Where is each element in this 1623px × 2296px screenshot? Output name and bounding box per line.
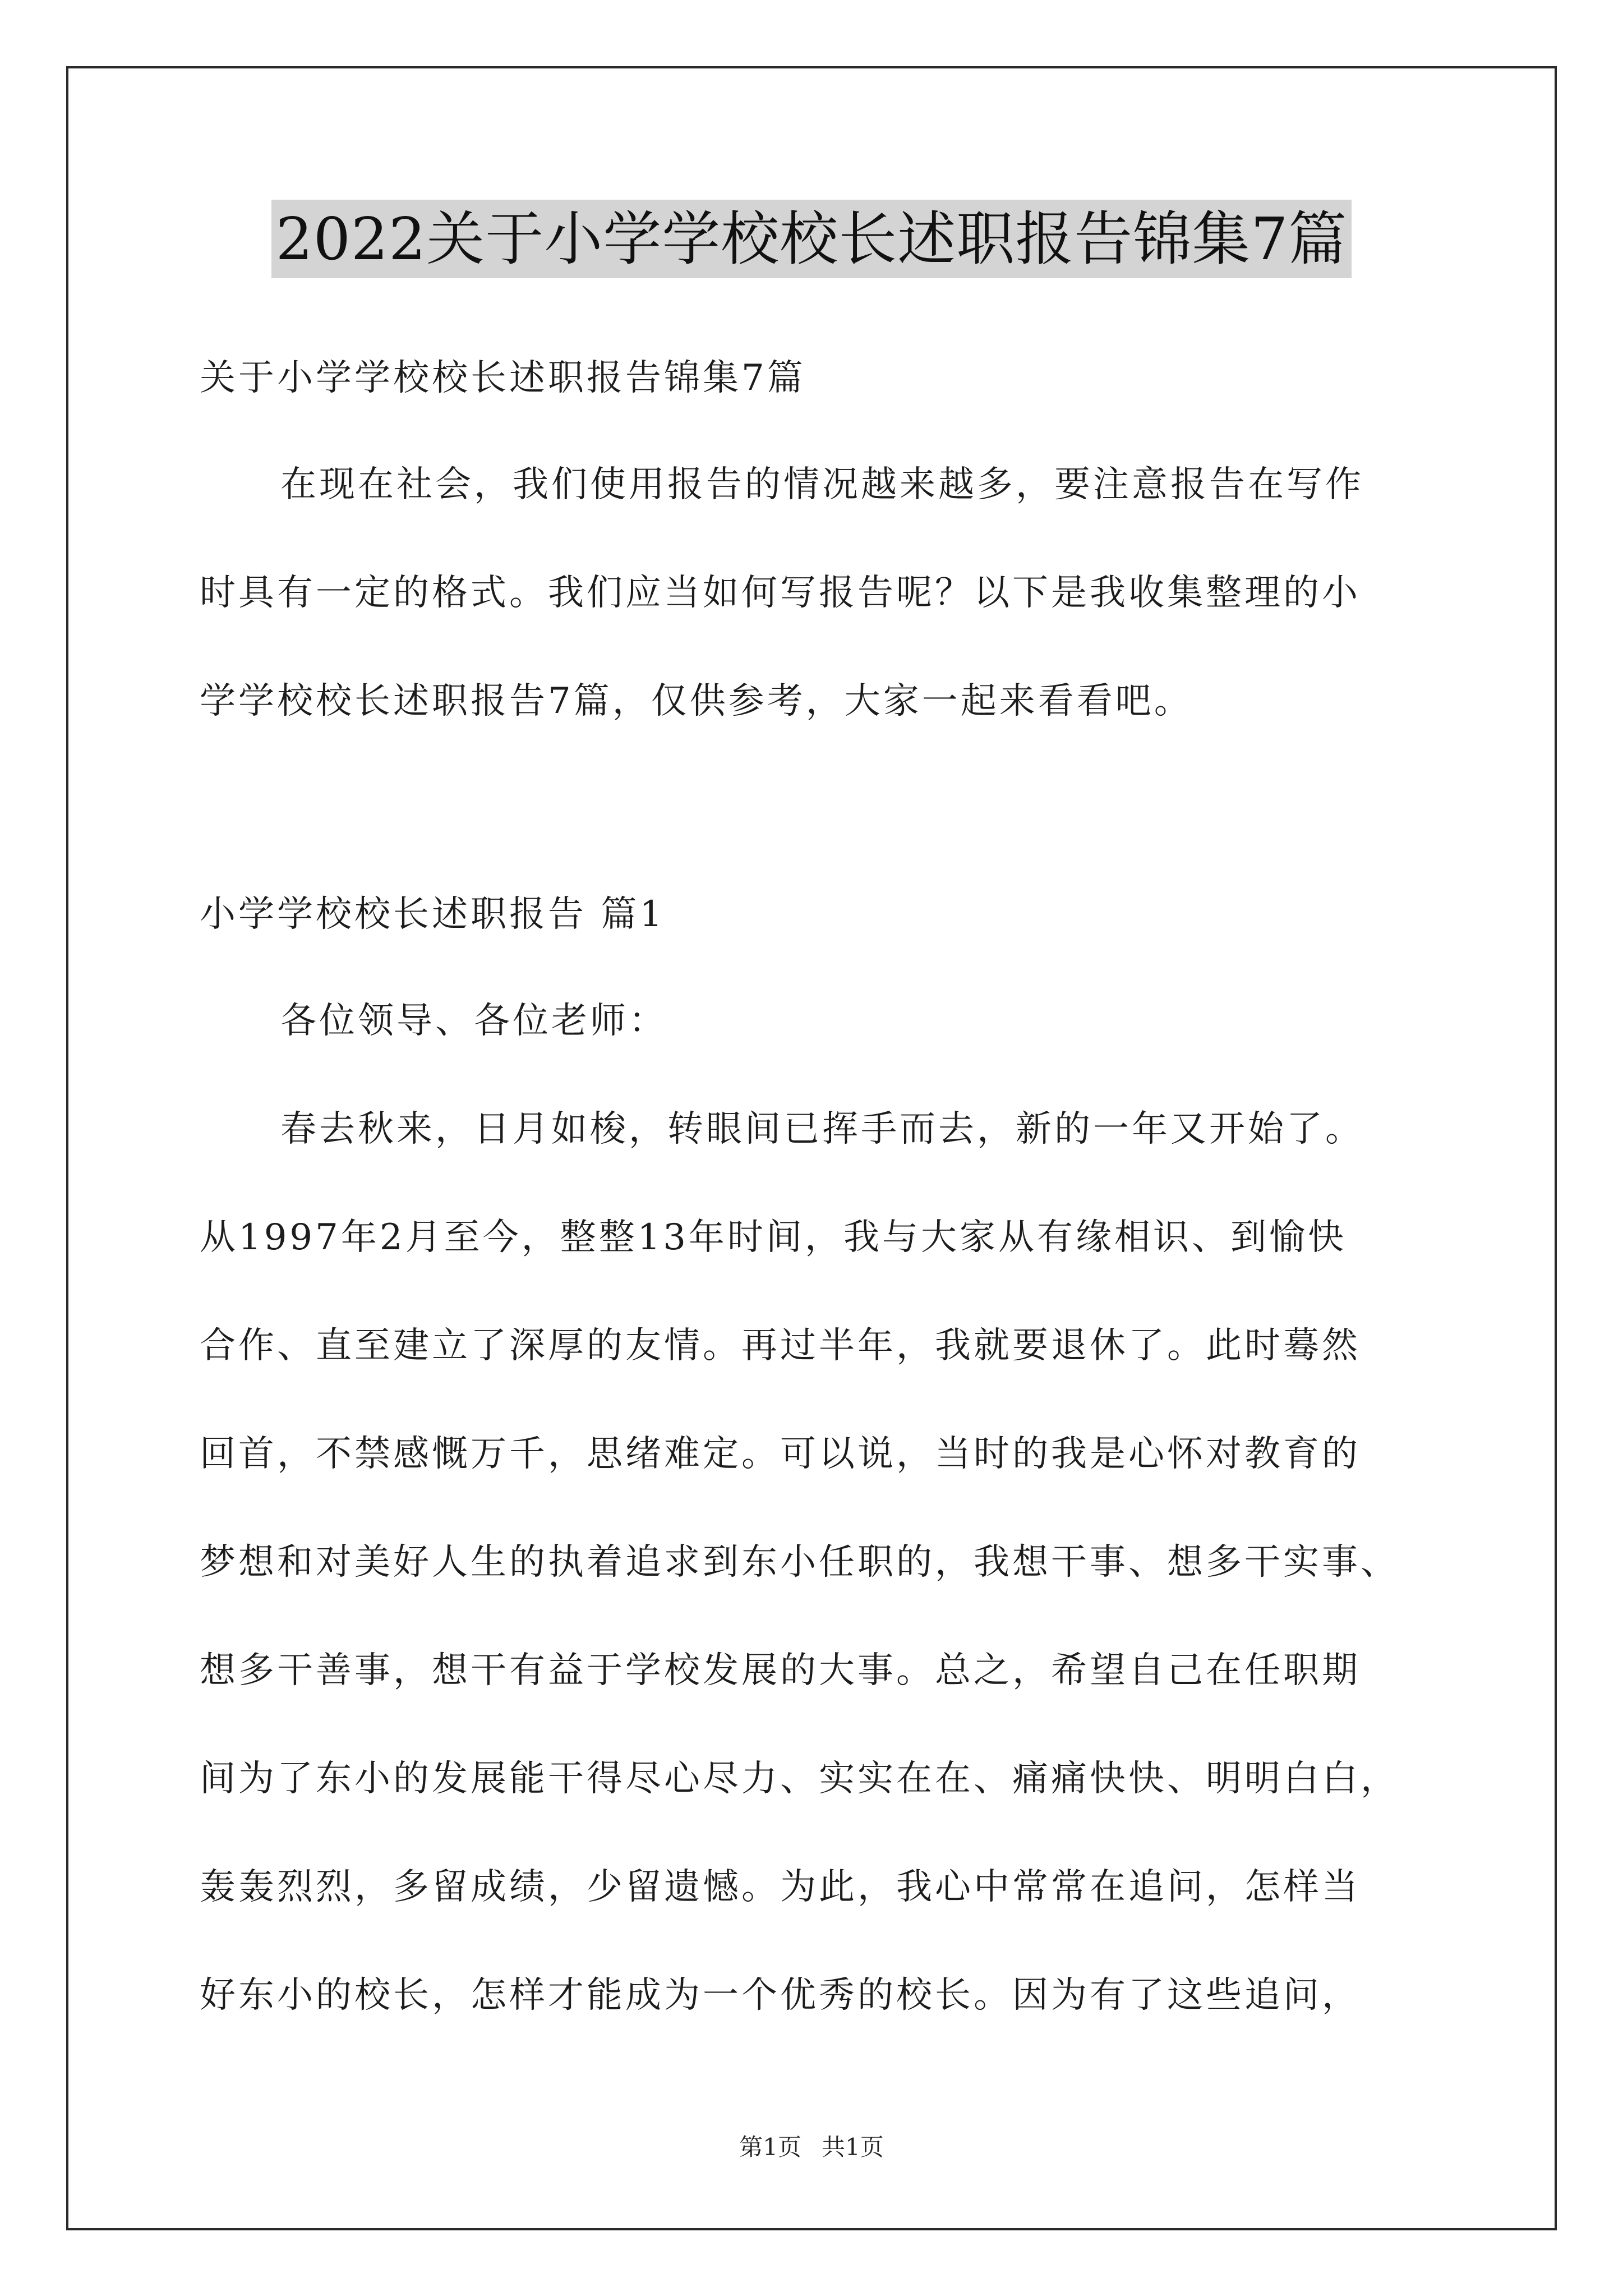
section-heading: 小学学校校长述职报告 篇1 — [200, 894, 666, 935]
page-footer — [0, 2132, 1623, 2163]
body-line: 间为了东小的发展能干得尽心尽力、实实在在、痛痛快快、明明白白， — [200, 1758, 1399, 1800]
body-line: 春去秋来，日月如梭，转眼间已挥手而去，新的一年又开始了。 — [280, 1108, 1364, 1150]
document-subtitle: 关于小学学校校长述职报告锦集7篇 — [200, 357, 806, 399]
page-number: 第1页 — [739, 2133, 801, 2161]
body-line: 好东小的校长，怎样才能成为一个优秀的校长。因为有了这些追问， — [200, 1975, 1361, 2016]
title-container — [0, 200, 1623, 278]
body-line: 合作、直至建立了深厚的友情。再过半年，我就要退休了。此时蓦然 — [200, 1325, 1361, 1366]
body-line: 从1997年2月至今，整整13年时间，我与大家从有缘相识、到愉快 — [200, 1217, 1347, 1258]
page-total: 共1页 — [822, 2133, 884, 2161]
intro-line: 在现在社会，我们使用报告的情况越来越多，要注意报告在写作 — [280, 464, 1364, 505]
intro-line: 时具有一定的格式。我们应当如何写报告呢？以下是我收集整理的小 — [200, 572, 1361, 614]
salutation: 各位领导、各位老师： — [280, 1000, 667, 1042]
body-line: 轰轰烈烈，多留成绩，少留遗憾。为此，我心中常常在追问，怎样当 — [200, 1866, 1361, 1908]
document-title: 2022关于小学学校校长述职报告锦集7篇 — [271, 200, 1352, 278]
intro-line: 学学校校长述职报告7篇，仅供参考，大家一起来看看吧。 — [200, 680, 1193, 722]
body-line: 梦想和对美好人生的执着追求到东小任职的，我想干事、想多干实事、 — [200, 1542, 1399, 1583]
body-line: 想多干善事，想干有益于学校发展的大事。总之，希望自己在任职期 — [200, 1650, 1361, 1691]
body-line: 回首，不禁感慨万千，思绪难定。可以说，当时的我是心怀对教育的 — [200, 1433, 1361, 1475]
